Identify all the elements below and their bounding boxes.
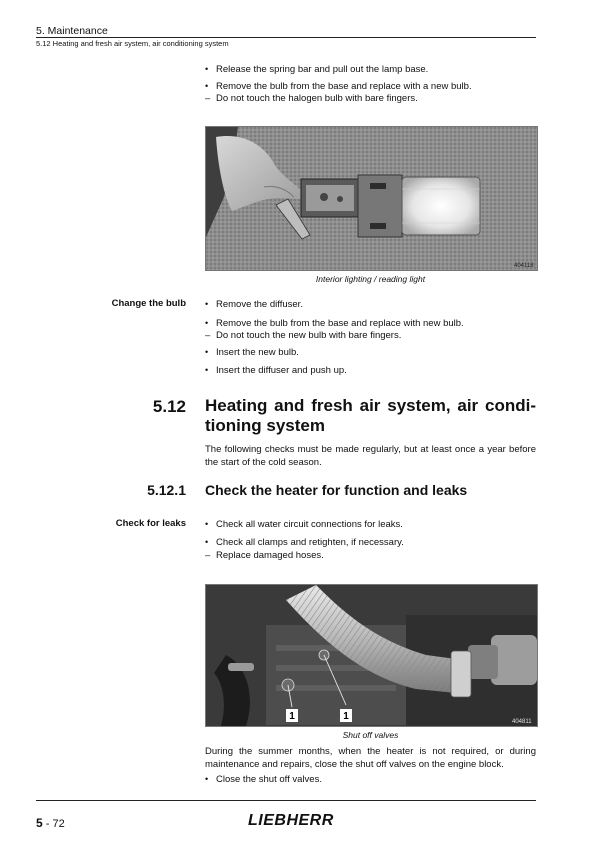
side-label: Change the bulb xyxy=(111,298,186,309)
list-item-text: Remove the bulb from the base and replace with new bulb. xyxy=(216,318,464,329)
closing-paragraph: During the summer months, when the heater is not required, or during maintenance and repairs, close the shut off valves on the engine block. xyxy=(205,746,536,770)
figure-caption: Shut off valves xyxy=(342,730,399,740)
list-item xyxy=(205,317,464,330)
bullet-mark: • xyxy=(205,81,209,91)
dash-mark: – xyxy=(205,330,211,341)
list-item xyxy=(205,80,472,93)
subsection-number: 5.12.1 xyxy=(147,482,186,498)
page-number xyxy=(36,816,65,830)
engine-block-illustration xyxy=(206,585,537,726)
callout-label: 1 xyxy=(343,711,349,722)
list-item xyxy=(205,536,404,549)
section-title-line: Heating and fresh air system, air condi- xyxy=(205,396,536,415)
bullet-mark: • xyxy=(205,318,209,328)
section-number: 5.12 xyxy=(152,397,186,416)
list-item xyxy=(205,93,418,105)
list-item xyxy=(205,773,322,786)
list-item-text: Insert the new bulb. xyxy=(216,347,299,358)
dash-mark: – xyxy=(205,550,211,561)
list-item-text: Replace damaged hoses. xyxy=(216,550,324,561)
list-item-text: Remove the bulb from the base and replace with a new bulb. xyxy=(216,81,472,92)
list-item xyxy=(205,346,299,359)
figure-code: 404118 xyxy=(514,263,534,269)
interior-light-illustration xyxy=(206,127,537,270)
brand-logo: LIEBHERR xyxy=(248,812,334,829)
shut-off-valves-photo xyxy=(205,584,538,727)
chapter-header: 5. Maintenance xyxy=(36,25,108,37)
list-item xyxy=(205,298,303,311)
subsection-title: Check the heater for function and leaks xyxy=(205,482,468,498)
dash-mark: – xyxy=(205,93,211,104)
list-item xyxy=(205,364,347,377)
bullet-mark: • xyxy=(205,64,209,74)
list-item-text: Remove the diffuser. xyxy=(216,299,303,310)
page-chapter: 5 xyxy=(36,816,43,830)
bullet-mark: • xyxy=(205,299,209,309)
bullet-mark: • xyxy=(205,365,209,375)
side-label: Check for leaks xyxy=(115,518,186,529)
page-number-value: 72 xyxy=(52,818,65,830)
header-divider xyxy=(36,37,536,38)
list-item xyxy=(205,550,324,562)
callout-label: 1 xyxy=(289,711,295,722)
section-header: 5.12 Heating and fresh air system, air conditioning system xyxy=(36,39,229,48)
list-item-text: Close the shut off valves. xyxy=(216,774,322,785)
figure-code: 404811 xyxy=(512,719,532,725)
list-item xyxy=(205,63,428,76)
list-item xyxy=(205,330,401,342)
list-item-text: Release the spring bar and pull out the lamp base. xyxy=(216,64,429,75)
list-item xyxy=(205,518,403,531)
bullet-mark: • xyxy=(205,537,209,547)
list-item-text: Check all water circuit connections for leaks. xyxy=(216,519,403,530)
list-item-text: Do not touch the new bulb with bare fingers. xyxy=(216,330,402,341)
list-item-text: Do not touch the halogen bulb with bare fingers. xyxy=(216,93,418,104)
page-separator: - xyxy=(42,818,53,830)
footer-divider xyxy=(36,800,536,801)
list-item-text: Insert the diffuser and push up. xyxy=(216,365,347,376)
section-title-line: tioning system xyxy=(205,416,325,435)
list-item-text: Check all clamps and retighten, if necessary. xyxy=(216,537,404,548)
bullet-mark: • xyxy=(205,519,209,529)
interior-light-photo xyxy=(205,126,538,271)
section-title xyxy=(205,396,536,436)
section-intro: The following checks must be made regularly, but at least once a year before the start of the cold season. xyxy=(205,444,536,468)
bullet-mark: • xyxy=(205,347,209,357)
bullet-mark: • xyxy=(205,774,209,784)
figure-caption: Interior lighting / reading light xyxy=(315,274,426,284)
